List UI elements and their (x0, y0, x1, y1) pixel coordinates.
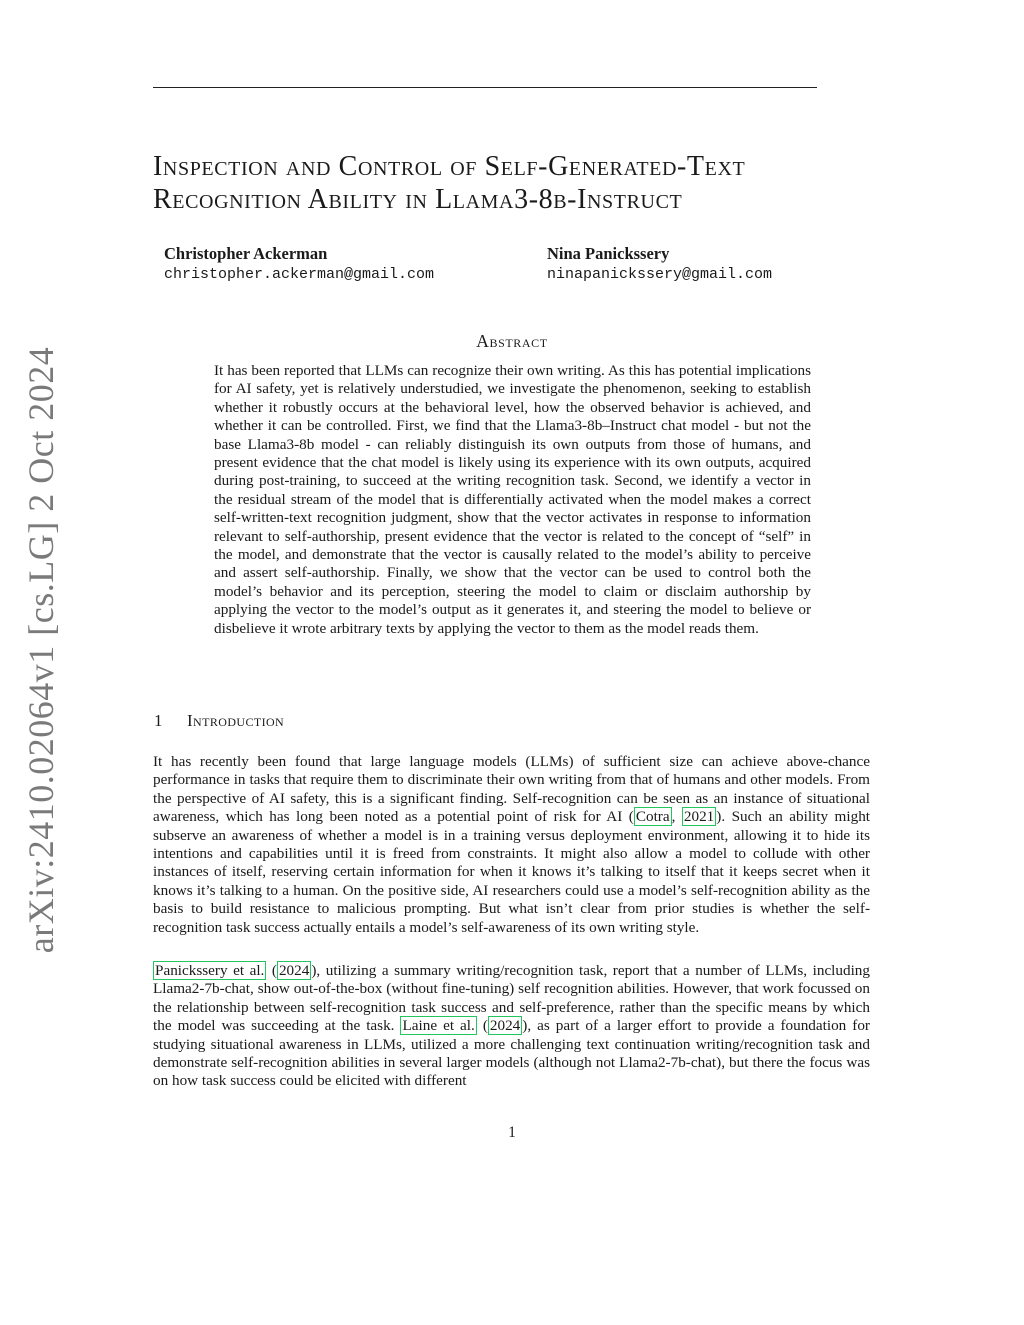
paragraph-text: ). Such an ability might subserve an awareness of whether a model is in a training versus deployment environment, allowing it to hide its intentions and capabilities until it is freed from constraints. It might also allow a model to collude with other instances of itself, reserving certain information for when it knows it’s talking to itself that it keeps secret when it knows it’s talking to a human. On the positive side, AI researchers could use a model’s self-recognition ability as the basis to build resistance to malicious prompting. But what isn’t clear from prior studies is whether the self-recognition task success actually entails a model’s self-awareness of its own writing style. (153, 808, 871, 936)
abstract-heading: Abstract (476, 331, 548, 351)
citation-link-laine[interactable]: Laine et al. (402, 1017, 475, 1035)
author-block-1 (164, 244, 434, 286)
paragraph-text: It has recently been found that large language models (LLMs) of sufficient size can achieve above-chance performance in tasks that require them to discriminate their own writing from that of humans and other models. From the perspective of AI safety, this is a significant finding. Self-recognition can be seen as an instance of situational awareness, which has long been noted as a potential point of risk for AI ( (153, 753, 870, 826)
title-line-1: Inspection and Control of Self-Generated-Text (153, 151, 746, 182)
title-line-2: Recognition Ability in Llama3-8b-Instruct (153, 184, 683, 215)
author-email: ninapanickssery@gmail.com (547, 266, 773, 283)
author-email: christopher.ackerman@gmail.com (164, 266, 435, 283)
arxiv-stamp-text: arXiv:2410.02064v1 [cs.LG] 2 Oct 2024 (21, 346, 61, 954)
page-number: 1 (508, 1124, 516, 1141)
citation-year-link[interactable]: 2024 (489, 1017, 521, 1035)
arxiv-stamp (20, 346, 62, 954)
citation-link-cotra[interactable]: Cotra (635, 808, 670, 826)
paragraph-text: ), as part of a larger effort to provide a foundation for studying situational awareness in LLMs, utilized a more challenging text continuation writing/recognition task and demonstrate self-recognition abilities in several larger models (although not Llama2-7b-chat), but there the focus was on how task success could be elicited with different (153, 1017, 870, 1090)
paper-title (153, 150, 893, 216)
author-block-2 (547, 244, 772, 286)
top-rule (153, 87, 817, 88)
citation-separator: , (671, 808, 682, 826)
author-name: Nina Panickssery (547, 244, 670, 263)
citation-year-link[interactable]: 2024 (278, 962, 310, 979)
author-name: Christopher Ackerman (164, 244, 328, 263)
section-title: Introduction (187, 711, 285, 730)
section-number: 1 (154, 711, 163, 730)
intro-paragraph-1 (153, 753, 870, 937)
paragraph-text: ), utilizing a summary writing/recognition task, report that a number of LLMs, including Llama2-7b-chat, show out-of-the-box (without fine-tuning) self recognition abilities. However, that work focussed on the relationship between self-recognition task success and self-preference, rather than the specific means by which the model was succeeding at the task. (153, 962, 870, 1035)
intro-paragraph-2: Panickssery et al. ( 2024 ), utilizing a summary writing/recognition task, report that a number of LLMs, including Llama2-7b-chat, show out-of-the-box (without fine-tuning) self recognition abilities. However, that work focussed on the relationship between self-recognition task success and self-preference, rather than the specific means by which the model was succeeding at the task. Laine et al. ( 2024 ), as part of a larger effort to provide a foundation for studying situational awareness in LLMs, utilized a more challenging text continuation writing/recognition task and demonstrate self-recognition abilities in several larger models (although not Llama2-7b-chat), but there the focus was on how task success could be elicited with different (153, 962, 870, 1090)
citation-link-panickssery[interactable]: Panickssery et al. (155, 962, 265, 979)
section-heading (154, 711, 284, 731)
abstract-body: It has been reported that LLMs can recognize their own writing. As this has potential implications for AI safety, yet is relatively understudied, we investigate the phenomenon, seeking to establish whether it robustly occurs at the behavioral level, how the observed behavior is achieved, and whether it can be controlled. First, we find that the Llama3-8b–Instruct chat model - but not the base Llama3-8b model - can reliably distinguish its own outputs from those of humans, and present evidence that the chat model is likely using its experience with its own outputs, acquired during post-training, to succeed at the writing recognition task. Second, we identify a vector in the residual stream of the model that is differentially activated when the model makes a correct self-written-text recognition judgment, show that the vector activates in response to information relevant to self-authorship, present evidence that the vector is related to the concept of “self” in the model, and demonstrate that the vector is causally related to the model’s ability to perceive and assert self-authorship. Finally, we show that the vector can be used to control both the model’s behavior and its perception, steering the model to claim or disclaim authorship by applying the vector to the model’s output as it generates it, and steering the model to believe or disbelieve it wrote arbitrary texts by applying the vector to them as the model reads them. (214, 362, 811, 637)
citation-year-link[interactable]: 2021 (683, 808, 715, 826)
